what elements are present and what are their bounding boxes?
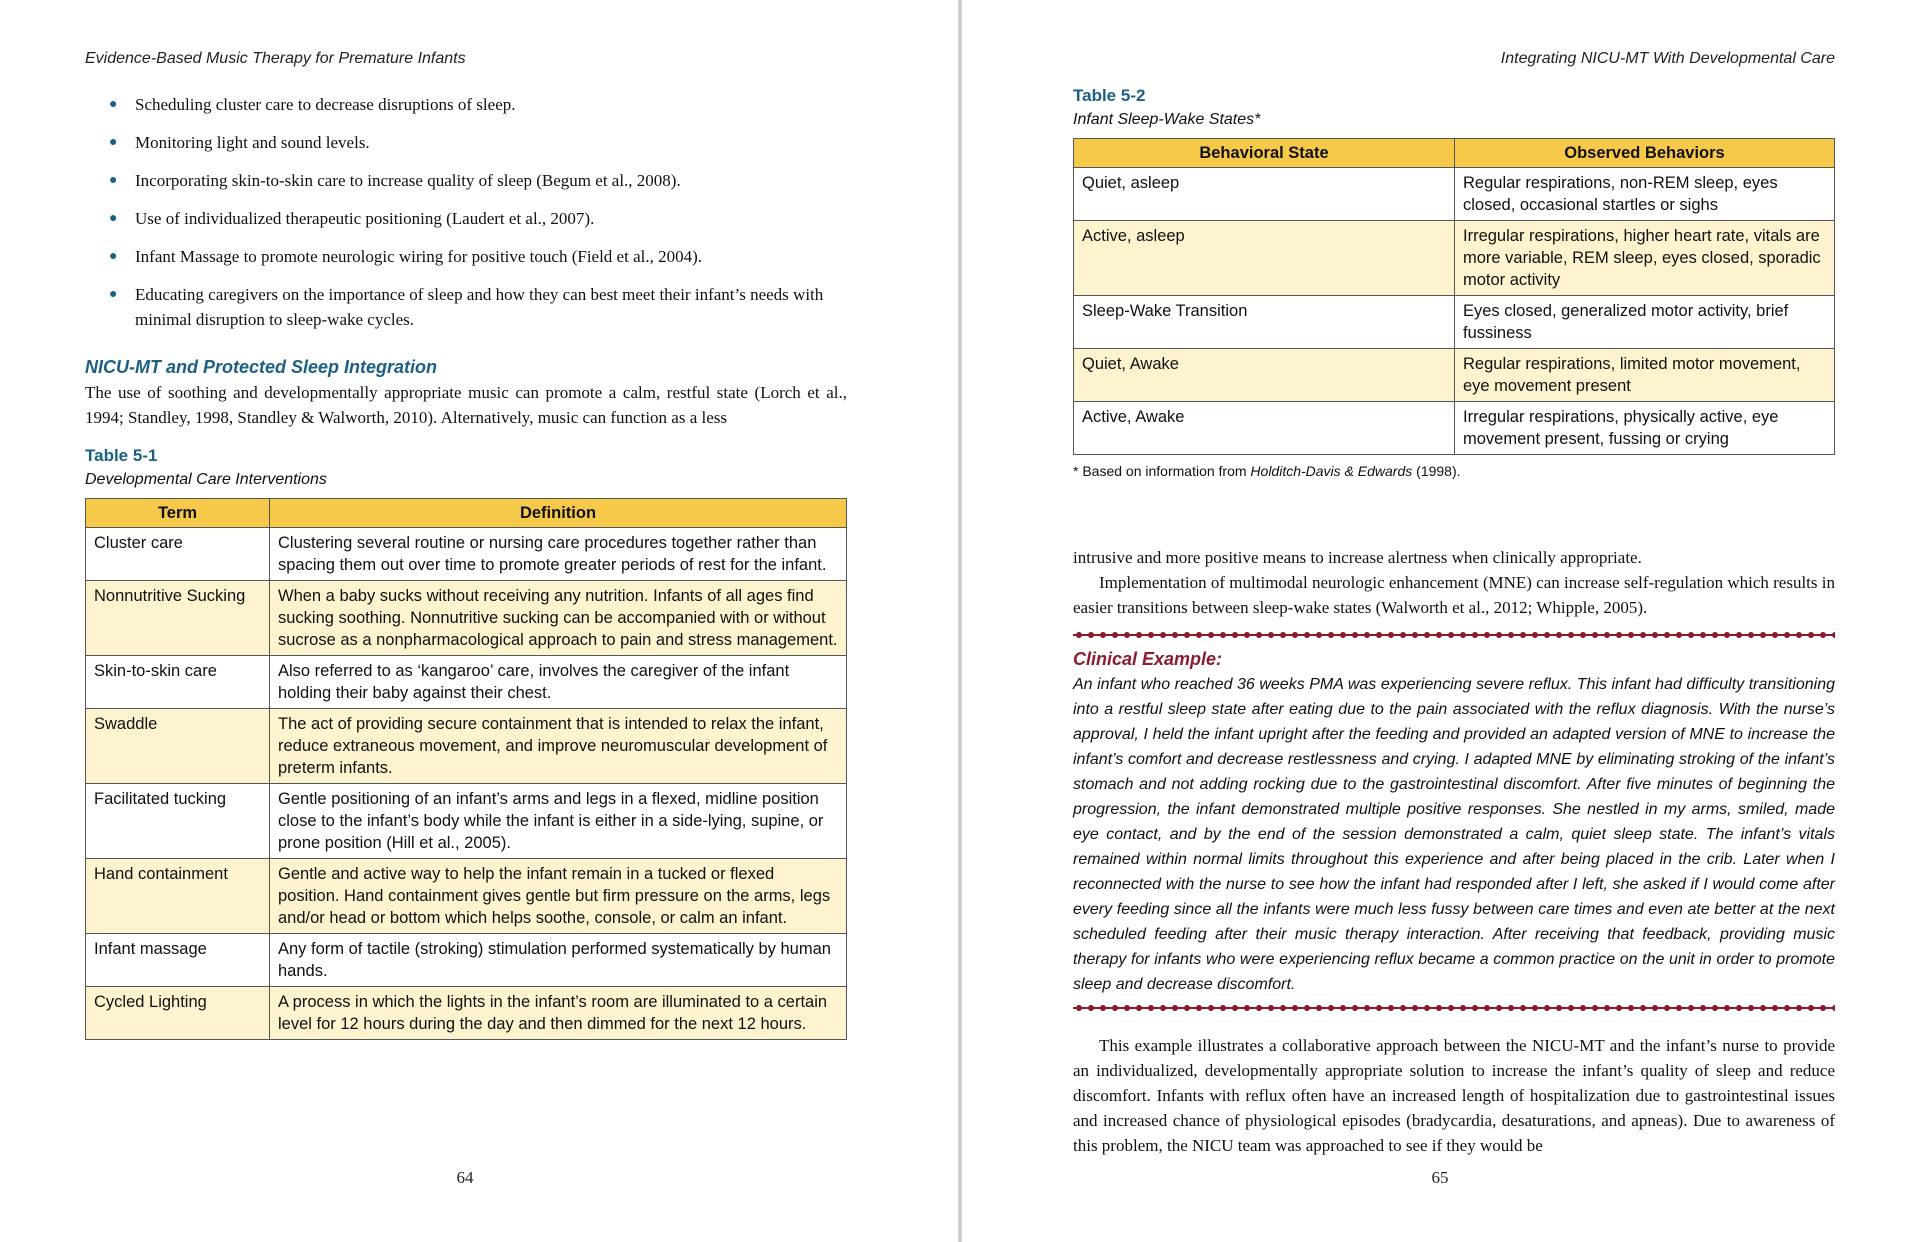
table-row [86,709,847,784]
page-number-right: 65 [1431,1168,1449,1187]
table-row [86,934,847,987]
table-row [1074,168,1835,221]
sleep-wake-states-table [1073,138,1835,455]
list-item: ● Incorporating skin-to-skin care to increase quality of sleep (Begum et al., 2008). [85,168,847,193]
list-item: ● Monitoring light and sound levels. [85,130,847,155]
table-row [1074,221,1835,296]
definition-cell: Gentle and active way to help the infant remain in a tucked or flexed position. Hand containment gives gentle but firm pressure on the arms, legs and/or head or bottom which helps soothe, console, or calm an infant. [270,859,847,934]
table-label: Table 5-2 [1073,86,1146,105]
column-header-definition: Definition [270,499,847,528]
bullet-icon: ● [109,173,118,188]
table-row [86,656,847,709]
bullet-icon: ● [109,211,118,226]
page-number-left: 64 [456,1168,474,1187]
state-cell: Quiet, asleep [1074,168,1455,221]
clinical-example-title: Clinical Example: [1073,649,1223,669]
list-item: ● Educating caregivers on the importance of sleep and how they can best meet their infant’s needs with minimal disruption to sleep-wake cycles. [85,282,847,332]
right-page [962,0,1920,1242]
list-item: ● Use of individualized therapeutic positioning (Laudert et al., 2007). [85,206,847,231]
bullet-icon: ● [109,287,118,302]
table-footnote: * Based on information from Holditch-Davis & Edwards (1998). [1073,463,1461,479]
table-label: Table 5-1 [85,446,158,465]
term-cell: Skin-to-skin care [86,656,270,709]
table-row [86,528,847,581]
table-row [86,859,847,934]
behaviors-cell: Irregular respirations, physically active, eye movement present, fussing or crying [1455,402,1835,455]
state-cell: Active, Awake [1074,402,1455,455]
bullet-icon: ● [109,249,118,264]
table-row [86,784,847,859]
definition-cell: Any form of tactile (stroking) stimulation performed systematically by human hands. [270,934,847,987]
running-head-left: Evidence-Based Music Therapy for Premature Infants [85,50,466,67]
term-cell: Hand containment [86,859,270,934]
behaviors-cell: Regular respirations, limited motor movement, eye movement present [1455,349,1835,402]
behaviors-cell: Regular respirations, non-REM sleep, eyes closed, occasional startles or sighs [1455,168,1835,221]
column-header-term: Term [86,499,270,528]
definition-cell: Clustering several routine or nursing care procedures together rather than spacing them out over time to promote greater periods of rest for the infant. [270,528,847,581]
table-row [1074,349,1835,402]
definition-cell: The act of providing secure containment that is intended to relax the infant, reduce extraneous movement, and improve neuromuscular development of preterm infants. [270,709,847,784]
body-paragraph: Implementation of multimodal neurologic enhancement (MNE) can increase self-regulation which results in easier transitions between sleep-wake states (Walworth et al., 2012; Whipple, 2005). [1073,573,1835,617]
state-cell: Sleep-Wake Transition [1074,296,1455,349]
definition-cell: Also referred to as ‘kangaroo’ care, involves the caregiver of the infant holding their baby against their chest. [270,656,847,709]
body-paragraph: This example illustrates a collaborative approach between the NICU-MT and the infant’s nurse to provide an individualized, developmentally appropriate solution to increase the infant’s quality of sleep and reduce discomfort. Infants with reflux often have an increased length of hospitalization due to gastrointestinal issues and increased chance of physiological episodes (bradycardia, desaturations, and apneas). Due to awareness of this problem, the NICU team was approached to see if they would be [1073,1036,1835,1155]
table-caption: Developmental Care Interventions [85,471,327,488]
list-item: ● Infant Massage to promote neurologic wiring for positive touch (Field et al., 2004). [85,244,847,269]
section-paragraph: The use of soothing and developmentally appropriate music can promote a calm, restful state (Lorch et al., 1994; Standley, 1998, Standley & Walworth, 2010). Alternatively, music can function as a less [85,383,847,427]
column-header-behavioral-state: Behavioral State [1074,139,1455,168]
definition-cell: Gentle positioning of an infant’s arms and legs in a flexed, midline position close to the infant’s body while the infant is either in a side-lying, supine, or prone position (Hill et al., 2005). [270,784,847,859]
term-cell: Infant massage [86,934,270,987]
developmental-care-table [85,498,847,1040]
behaviors-cell: Irregular respirations, higher heart rate, vitals are more variable, REM sleep, eyes closed, sporadic motor activity [1455,221,1835,296]
dotted-rule-bottom [1073,1003,1835,1013]
table-header-row [1074,139,1835,168]
definition-cell: When a baby sucks without receiving any nutrition. Infants of all ages find sucking soothing. Nonnutritive sucking can be accompanied with or without sucrose as a nonpharmacological approach to pain and stress management. [270,581,847,656]
term-cell: Cycled Lighting [86,987,270,1040]
term-cell: Nonnutritive Sucking [86,581,270,656]
running-head-right: Integrating NICU-MT With Developmental Care [1500,50,1835,67]
body-paragraph: intrusive and more positive means to increase alertness when clinically appropriate. [1073,548,1642,567]
table-caption: Infant Sleep-Wake States* [1073,111,1261,128]
clinical-example-text: An infant who reached 36 weeks PMA was experiencing severe reflux. This infant had difficulty transitioning into a restful sleep state after eating due to the pain associated with the reflux diagnosis. With the nurse’s approval, I held the infant upright after the feeding and provided an adapted version of MNE to increase the infant’s comfort and decrease restlessness and crying. I adapted MNE by eliminating stroking of the infant’s stomach and not adding rocking due to the gastrointestinal discomfort. After five minutes of beginning the progression, the infant demonstrated multiple positive responses. She nestled in my arms, smiled, made eye contact, and by the end of the session demonstrated a calm, quiet sleep state. The infant’s vitals remained within normal limits throughout this experience and after being placed in the crib. Later when I reconnected with the nurse to see how the infant had responded after I left, she asked if I would come after every feeding since all the infants were much less fussy between care times and even ate better at the next scheduled feeding after their music therapy interaction. After receiving that feedback, providing music therapy for infants who were experiencing reflux became a common practice on the unit in order to promote sleep and decrease discomfort. [1073,676,1835,993]
table-header-row [86,499,847,528]
table-row [86,581,847,656]
table-row [1074,402,1835,455]
bullet-icon: ● [109,97,118,112]
definition-cell: A process in which the lights in the infant’s room are illuminated to a certain level for 12 hours during the day and then dimmed for the next 12 hours. [270,987,847,1040]
term-cell: Cluster care [86,528,270,581]
section-heading: NICU-MT and Protected Sleep Integration [85,357,438,377]
table-row [1074,296,1835,349]
behaviors-cell: Eyes closed, generalized motor activity, brief fussiness [1455,296,1835,349]
state-cell: Quiet, Awake [1074,349,1455,402]
list-item: ● Scheduling cluster care to decrease disruptions of sleep. [85,92,847,117]
term-cell: Swaddle [86,709,270,784]
left-page [0,0,958,1242]
state-cell: Active, asleep [1074,221,1455,296]
table-row [86,987,847,1040]
column-header-observed-behaviors: Observed Behaviors [1455,139,1835,168]
term-cell: Facilitated tucking [86,784,270,859]
bullet-list [85,92,847,332]
bullet-icon: ● [109,135,118,150]
dotted-rule-top [1073,630,1835,640]
